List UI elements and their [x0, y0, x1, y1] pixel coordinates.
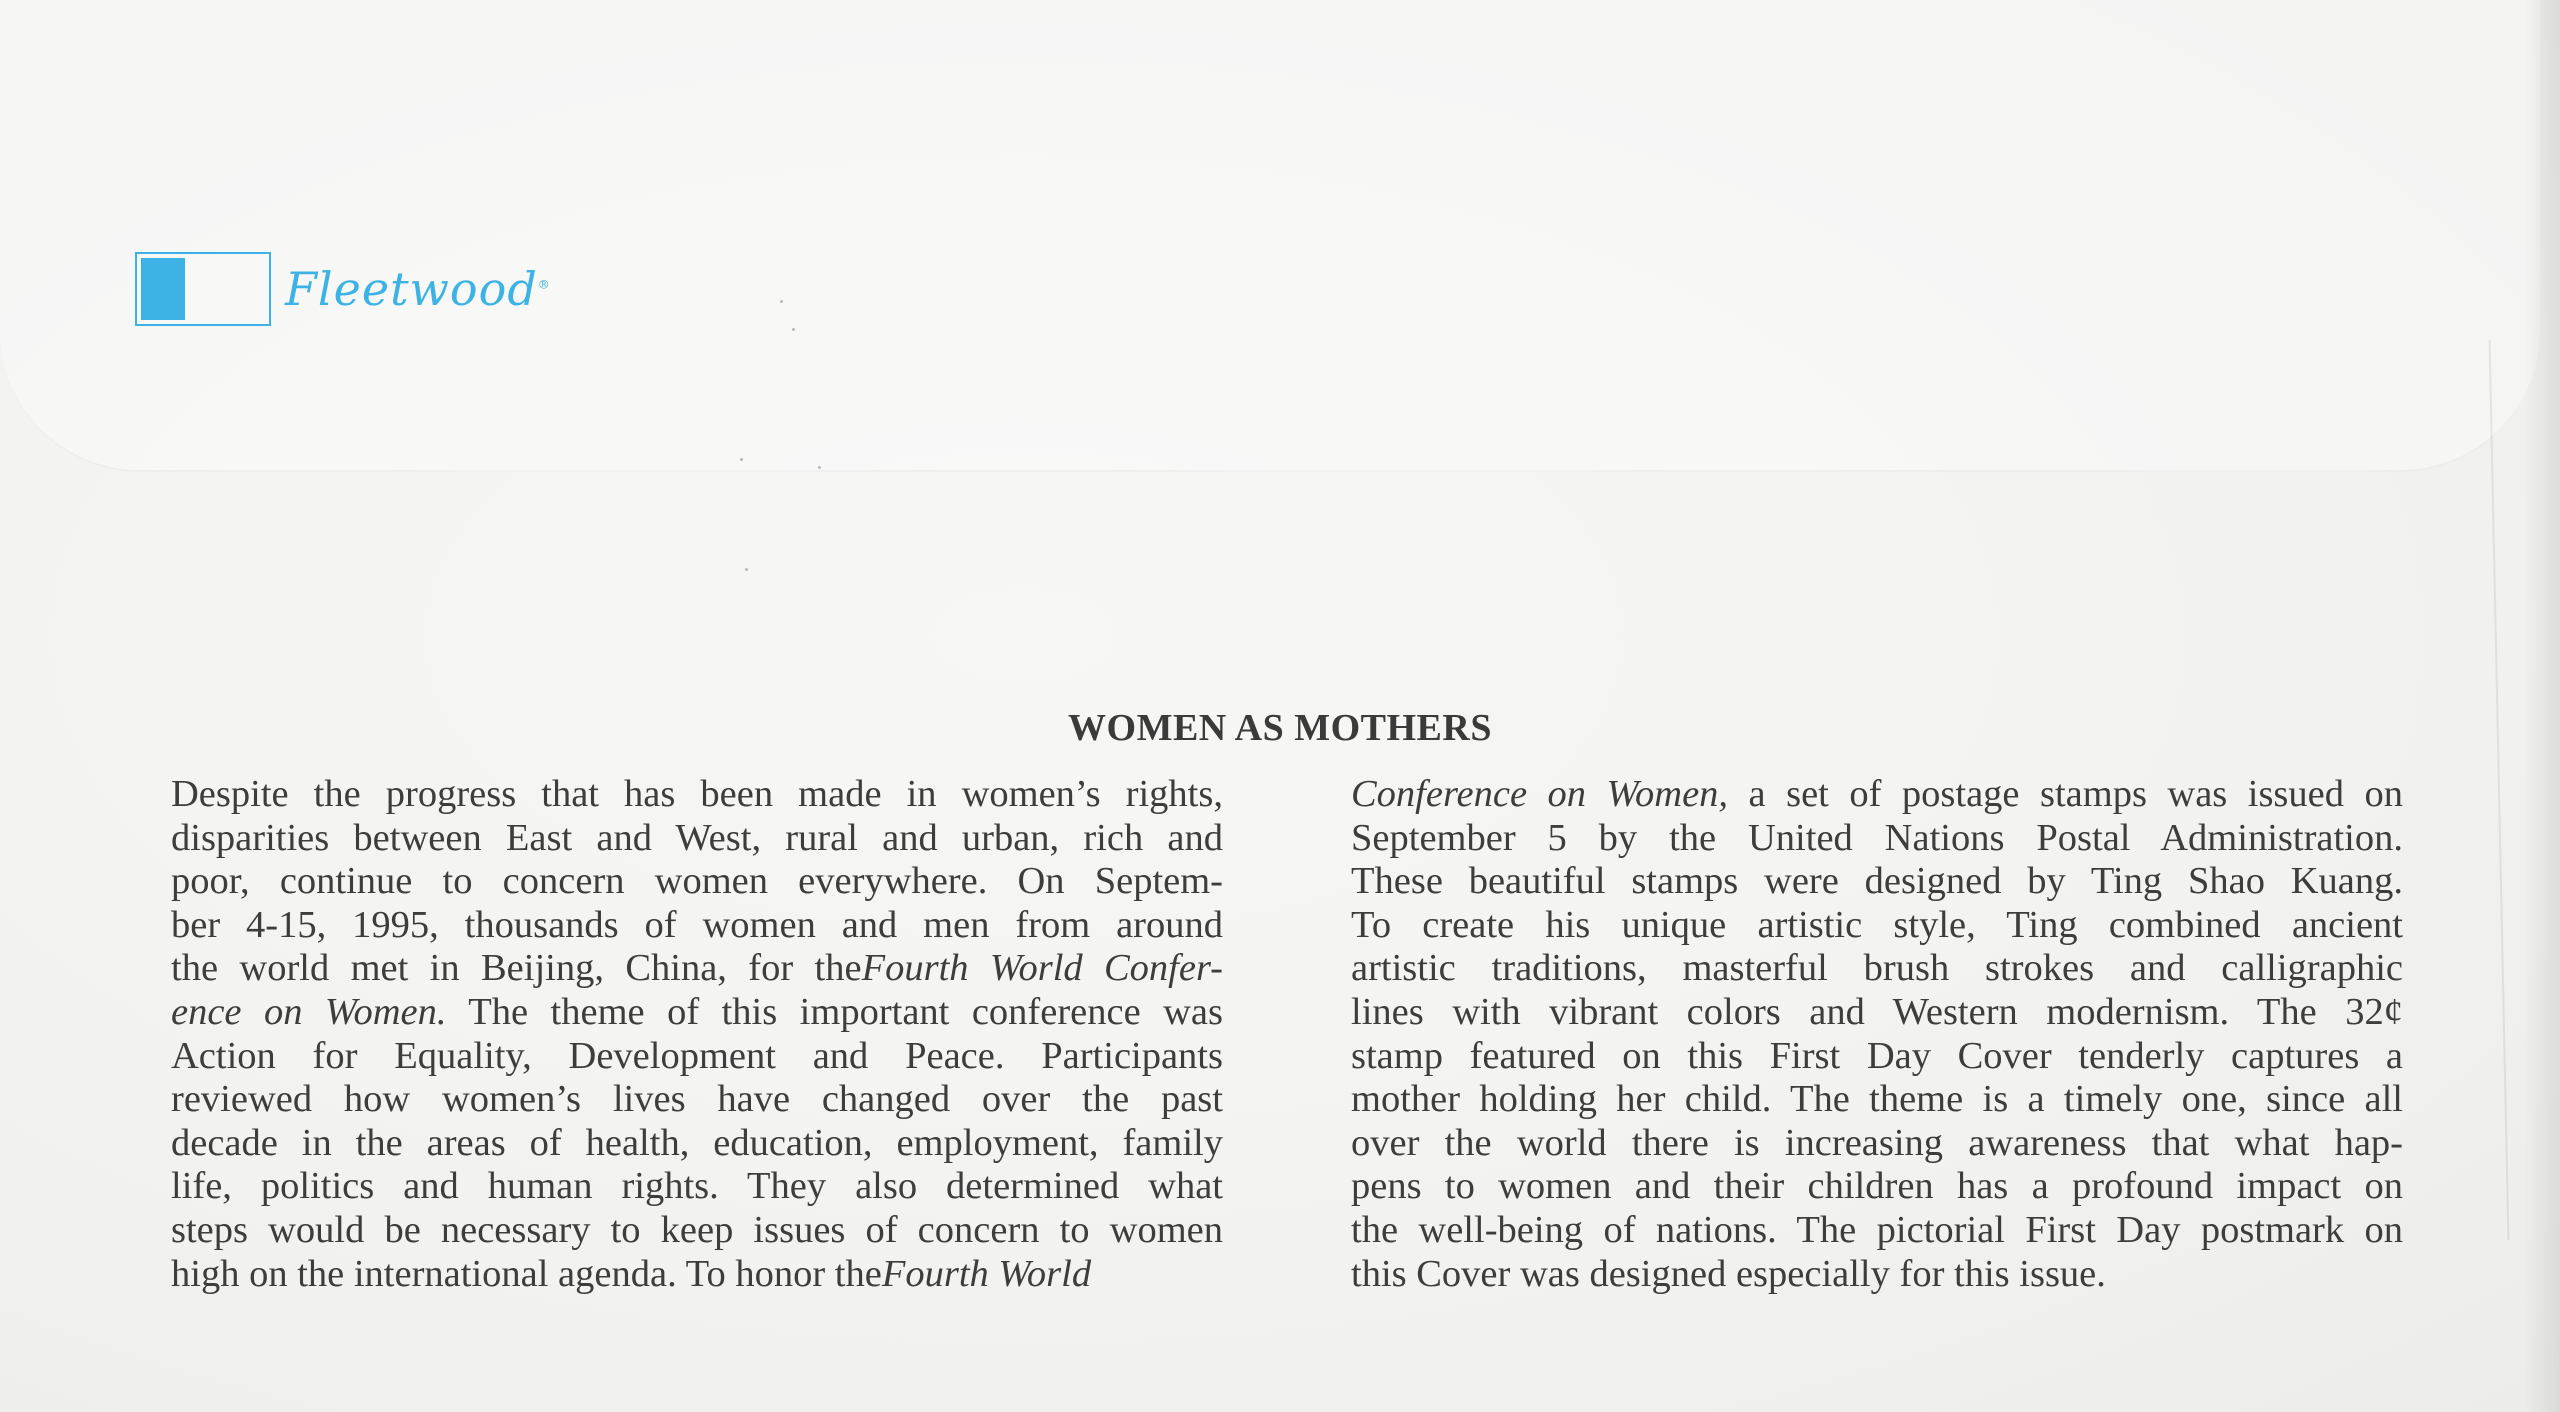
article-left-column: [171, 773, 1223, 1296]
italic-title: ence on Women.: [171, 990, 447, 1033]
text-line: pens to women and their children has a profound impact on: [1351, 1165, 2403, 1208]
italic-title: Fourth World Confer-: [861, 947, 1223, 990]
text-line: steps would be necessary to keep issues of concern to women: [171, 1208, 1223, 1251]
text-line: [171, 991, 1223, 1035]
text-line: These beautiful stamps were designed by Ting Shao Kuang.: [1351, 860, 2403, 903]
logo-wordmark: [285, 262, 551, 316]
paper-crease: [2489, 340, 2510, 1240]
text-line: [171, 1253, 1223, 1297]
text-line: life, politics and human rights. They also determined what: [171, 1165, 1223, 1208]
paper-speck: [745, 568, 748, 571]
paper-speck: [740, 458, 743, 461]
text-segment: a set of postage stamps was issued on: [1728, 773, 2403, 815]
text-line: To create his unique artistic style, Ting combined ancient: [1351, 903, 2403, 946]
text-line: decade in the areas of health, education, employment, family: [171, 1121, 1223, 1164]
text-line: [1351, 773, 2403, 817]
trademark-mark: ®: [537, 277, 551, 292]
text-segment: The theme of this important conference was: [446, 990, 1223, 1033]
fleetwood-logo: [135, 252, 551, 326]
text-line: ber 4-15, 1995, thousands of women and men from around: [171, 903, 1223, 946]
text-line: this Cover was designed especially for this issue.: [1351, 1252, 2106, 1295]
article-title: WOMEN AS MOTHERS: [1068, 707, 1492, 749]
text-line: poor, continue to concern women everywhere. On Septem-: [171, 860, 1223, 903]
text-line: stamp featured on this First Day Cover tenderly captures a: [1351, 1034, 2403, 1077]
text-line: reviewed how women’s lives have changed over the past: [171, 1078, 1223, 1121]
text-line: Action for Equality, Development and Peace. Participants: [171, 1034, 1223, 1077]
text-segment: the world met in Beijing, China, for the: [171, 947, 862, 990]
text-line: the well-being of nations. The pictorial First Day postmark on: [1351, 1208, 2403, 1251]
text-line: [171, 947, 1223, 991]
text-line: artistic traditions, masterful brush strokes and calligraphic: [1351, 947, 2403, 990]
text-line: disparities between East and West, rural and urban, rich and: [171, 816, 1223, 859]
logo-fill: [141, 258, 185, 320]
italic-title: Fourth World: [881, 1252, 1092, 1295]
envelope-flap: [0, 0, 2540, 472]
text-line: Despite the progress that has been made in women’s rights,: [171, 773, 1223, 815]
paper-speck: [780, 300, 783, 303]
logo-text: Fleetwood: [285, 262, 538, 316]
paper-speck: [818, 466, 821, 469]
logo-box-icon: [135, 252, 271, 326]
article-right-column: [1351, 773, 2403, 1296]
italic-title: Conference on Women,: [1351, 773, 1729, 815]
text-line: lines with vibrant colors and Western modernism. The 32¢: [1351, 990, 2403, 1033]
text-segment: high on the international agenda. To honor the: [171, 1252, 882, 1295]
text-line: mother holding her child. The theme is a timely one, since all: [1351, 1078, 2403, 1121]
text-line: over the world there is increasing awareness that what hap-: [1351, 1121, 2403, 1164]
paper-speck: [792, 328, 795, 331]
text-line: September 5 by the United Nations Postal Administration.: [1351, 816, 2403, 859]
